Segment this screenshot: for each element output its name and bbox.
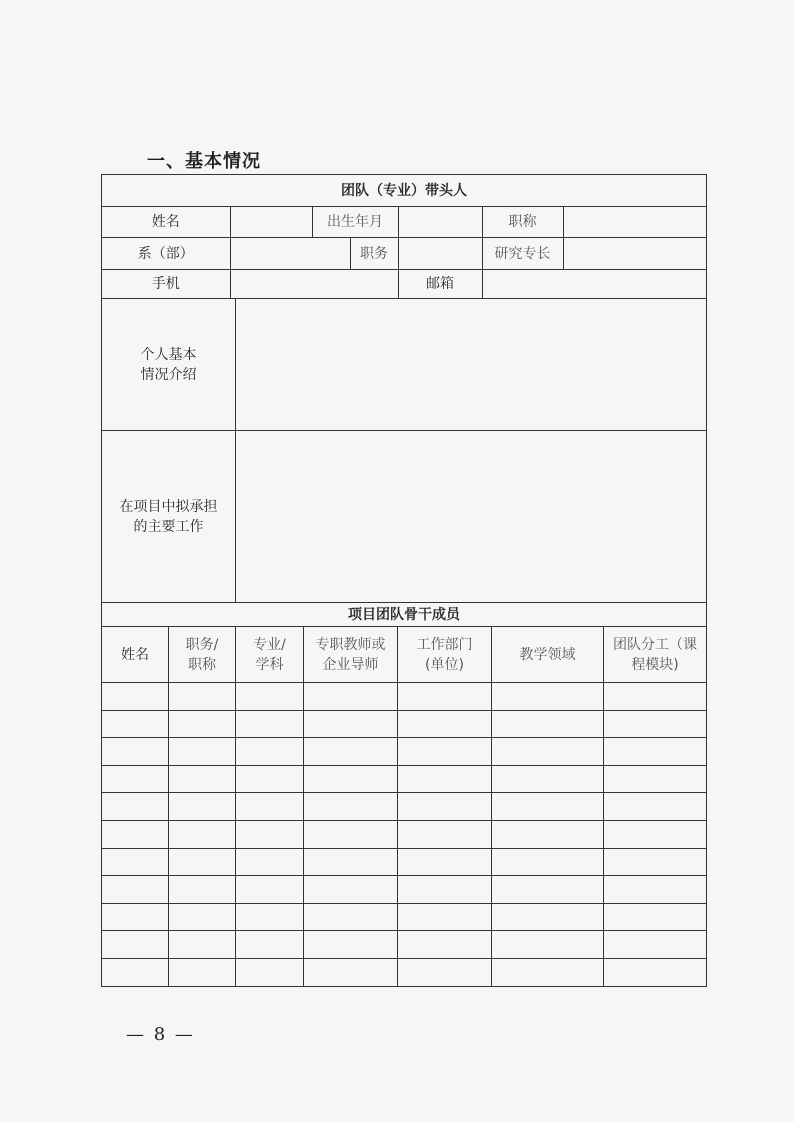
header-major-line1: 专业/: [253, 636, 286, 653]
member-cell[interactable]: [236, 903, 304, 931]
intro-label-line2: 情况介绍: [140, 366, 197, 383]
member-cell[interactable]: [492, 903, 604, 931]
member-cell[interactable]: [304, 765, 398, 793]
header-division-line1: 团队分工（课: [613, 636, 697, 653]
leader-phone-label: 手机: [102, 270, 230, 298]
intro-label-line1: 个人基本: [140, 346, 197, 363]
leader-rank-label: 职称: [482, 207, 563, 237]
members-header-major: [236, 627, 304, 683]
members-title-row: [102, 603, 707, 627]
member-cell[interactable]: [169, 931, 236, 959]
member-cell[interactable]: [236, 876, 304, 904]
member-cell[interactable]: [492, 848, 604, 876]
member-cell[interactable]: [102, 876, 169, 904]
member-cell[interactable]: [102, 958, 169, 986]
member-cell[interactable]: [492, 958, 604, 986]
member-cell[interactable]: [492, 793, 604, 821]
member-cell[interactable]: [169, 765, 236, 793]
leader-specialty-label: 研究专长: [482, 238, 563, 269]
member-cell[interactable]: [102, 765, 169, 793]
leader-intro-label: [102, 299, 236, 431]
header-position-line1: 职务/: [185, 636, 219, 653]
member-cell[interactable]: [304, 710, 398, 738]
leader-position-field[interactable]: [398, 238, 482, 269]
member-cell[interactable]: [398, 848, 492, 876]
header-position-line2: 职称: [188, 656, 216, 673]
member-cell[interactable]: [236, 738, 304, 766]
member-cell[interactable]: [169, 903, 236, 931]
section-heading: 一、基本情况: [147, 151, 261, 172]
members-header-department: [398, 627, 492, 683]
member-cell[interactable]: [236, 765, 304, 793]
members-section-title: 项目团队骨干成员: [102, 603, 707, 627]
member-cell[interactable]: [604, 876, 707, 904]
member-cell[interactable]: [604, 958, 707, 986]
member-row: [102, 820, 707, 848]
member-row: [102, 793, 707, 821]
leader-dept-subtable: [102, 238, 706, 269]
member-row: [102, 903, 707, 931]
members-header-position: [169, 627, 236, 683]
leader-intro-field[interactable]: [236, 299, 707, 431]
member-cell[interactable]: [102, 738, 169, 766]
leader-dept-label: 系（部）: [102, 238, 230, 269]
leader-duties-field[interactable]: [236, 431, 707, 603]
member-row: [102, 738, 707, 766]
member-cell[interactable]: [169, 848, 236, 876]
leader-name-subtable: [102, 207, 706, 237]
member-cell[interactable]: [492, 820, 604, 848]
member-cell[interactable]: [236, 931, 304, 959]
member-cell[interactable]: [604, 765, 707, 793]
page-number: — 8 —: [126, 1024, 195, 1045]
member-cell[interactable]: [604, 820, 707, 848]
member-cell[interactable]: [398, 931, 492, 959]
member-cell[interactable]: [604, 931, 707, 959]
member-cell[interactable]: [604, 738, 707, 766]
member-cell[interactable]: [236, 683, 304, 711]
members-header-teacher-type: [304, 627, 398, 683]
member-cell[interactable]: [398, 710, 492, 738]
duties-label-line1: 在项目中拟承担: [119, 498, 218, 515]
members-header-division: [604, 627, 707, 683]
leader-name-label: 姓名: [102, 207, 230, 237]
member-cell[interactable]: [169, 958, 236, 986]
leader-email-label: 邮箱: [398, 270, 482, 298]
member-cell[interactable]: [169, 683, 236, 711]
member-row: [102, 765, 707, 793]
leader-duties-label: [102, 431, 236, 603]
leader-title-row: [102, 175, 707, 207]
member-cell[interactable]: [304, 848, 398, 876]
member-cell[interactable]: [169, 876, 236, 904]
leader-phone-field[interactable]: [230, 270, 398, 298]
header-dept-line2: (单位): [425, 656, 464, 673]
leader-position-label: 职务: [350, 238, 398, 269]
member-row: [102, 710, 707, 738]
member-cell[interactable]: [304, 876, 398, 904]
member-cell[interactable]: [492, 710, 604, 738]
members-header-field: [492, 627, 604, 683]
member-row: [102, 931, 707, 959]
leader-birth-field[interactable]: [398, 207, 482, 237]
application-form-table: [101, 174, 707, 987]
leader-intro-row: [102, 299, 707, 431]
member-cell[interactable]: [398, 793, 492, 821]
header-teacher-line2: 企业导师: [322, 656, 379, 673]
leader-email-field[interactable]: [482, 270, 706, 298]
member-cell[interactable]: [398, 876, 492, 904]
member-cell[interactable]: [304, 903, 398, 931]
member-cell[interactable]: [304, 958, 398, 986]
duties-label-line2: 的主要工作: [133, 518, 204, 535]
member-cell[interactable]: [604, 683, 707, 711]
member-cell[interactable]: [169, 738, 236, 766]
member-cell[interactable]: [236, 958, 304, 986]
header-teacher-line1: 专职教师或: [315, 636, 386, 653]
member-cell[interactable]: [102, 931, 169, 959]
member-cell[interactable]: [398, 958, 492, 986]
leader-name-field[interactable]: [230, 207, 312, 237]
header-major-line2: 学科: [255, 656, 284, 673]
member-row: [102, 876, 707, 904]
member-cell[interactable]: [492, 931, 604, 959]
leader-contact-subtable: [102, 270, 706, 298]
leader-name-row: [102, 207, 707, 238]
member-cell[interactable]: [604, 710, 707, 738]
leader-dept-field[interactable]: [230, 238, 350, 269]
member-cell[interactable]: [604, 903, 707, 931]
member-cell[interactable]: [398, 765, 492, 793]
member-cell[interactable]: [304, 683, 398, 711]
header-name-text: 姓名: [121, 646, 149, 663]
leader-rank-field[interactable]: [563, 207, 706, 237]
member-cell[interactable]: [169, 710, 236, 738]
member-cell[interactable]: [304, 738, 398, 766]
member-cell[interactable]: [169, 820, 236, 848]
members-header-row: [102, 627, 707, 683]
member-cell[interactable]: [604, 848, 707, 876]
member-cell[interactable]: [304, 931, 398, 959]
members-header-name: [102, 627, 169, 683]
member-cell[interactable]: [604, 793, 707, 821]
member-cell[interactable]: [236, 820, 304, 848]
member-cell[interactable]: [492, 683, 604, 711]
member-cell[interactable]: [102, 710, 169, 738]
member-cell[interactable]: [398, 903, 492, 931]
member-row: [102, 848, 707, 876]
member-cell[interactable]: [304, 793, 398, 821]
member-cell[interactable]: [169, 793, 236, 821]
member-row: [102, 958, 707, 986]
member-cell[interactable]: [492, 738, 604, 766]
members-body: [102, 683, 707, 987]
member-cell[interactable]: [102, 848, 169, 876]
leader-birth-label: 出生年月: [312, 207, 398, 237]
header-division-line2: 程模块): [631, 656, 679, 673]
member-cell[interactable]: [398, 738, 492, 766]
leader-section-title: 团队（专业）带头人: [102, 175, 707, 207]
leader-dept-row: [102, 238, 707, 270]
member-cell[interactable]: [398, 820, 492, 848]
member-cell[interactable]: [398, 683, 492, 711]
member-cell[interactable]: [236, 848, 304, 876]
member-cell[interactable]: [236, 793, 304, 821]
member-cell[interactable]: [102, 683, 169, 711]
header-dept-line1: 工作部门: [416, 636, 473, 653]
leader-contact-row: [102, 270, 707, 299]
member-row: [102, 683, 707, 711]
leader-duties-row: [102, 431, 707, 603]
member-cell[interactable]: [304, 820, 398, 848]
member-cell[interactable]: [102, 820, 169, 848]
member-cell[interactable]: [492, 876, 604, 904]
header-field-text: 教学领域: [519, 646, 576, 663]
member-cell[interactable]: [492, 765, 604, 793]
member-cell[interactable]: [102, 903, 169, 931]
member-cell[interactable]: [236, 710, 304, 738]
leader-specialty-field[interactable]: [563, 238, 706, 269]
member-cell[interactable]: [102, 793, 169, 821]
